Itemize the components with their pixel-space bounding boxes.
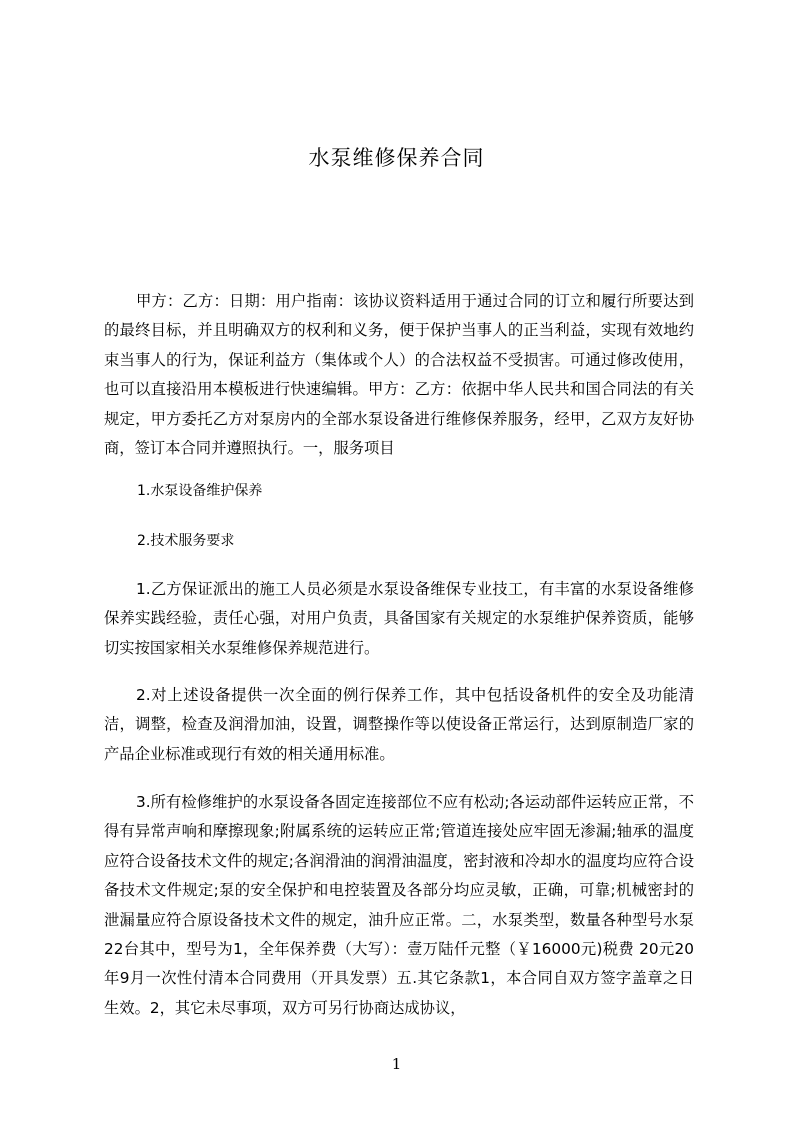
requirement-paragraph-2: 2.对上述设备提供一次全面的例行保养工作，其中包括设备机件的安全及功能清洁，调整，检查及润滑加油，设置，调整操作等以使设备正常运行，达到原制造厂家的产品企业标准或现行有效的相关通用标准。	[104, 686, 694, 763]
intro-paragraph: 甲方：乙方：日期：用户指南：该协议资料适用于通过合同的订立和履行所要达到的最终目标，并且明确双方的权利和义务，便于保护当事人的正当利益，实现有效地约束当事人的行为，保证利益方（集体或个人）的合法权益不受损害。可通过修改使用，也可以直接沿用本模板进行快速编辑。甲方：乙方：依据中华人民共和国合同法的有关规定，甲方委托乙方对泵房内的全部水泵设备进行维修保养服务，经甲，乙双方友好协商，签订本合同并遵照执行。一，服务项目	[104, 292, 694, 458]
service-item-1: 1.水泵设备维护保养	[137, 483, 263, 499]
document-title: 水泵维修保养合同	[308, 146, 485, 170]
requirement-paragraph-3: 3.所有检修维护的水泵设备各固定连接部位不应有松动;各运动部件运转应正常，不得有异常声响和摩擦现象;附属系统的运转应正常;管道连接处应牢固无渗漏;轴承的温度应符合设备技术文件的规定;各润滑油的润滑油温度，密封液和冷却水的温度均应符合设备技术文件规定;泵的安全保护和电控装置及各部分均应灵敏，正确，可靠;机械密封的泄漏量应符合原设备技术文件的规定，油升应正常。二，水泵类型，数量各种型号水泵22台其中，型号为1，全年保养费（大写）：壹万陆仟元整（￥16000元)税费 20元20年9月一次性付清本合同费用（开具发票）五.其它条款1，本合同自双方签字盖章之日生效。2，其它未尽事项，双方可另行协商达成协议，	[104, 793, 694, 1017]
page-number: 1	[391, 1055, 402, 1073]
service-item-2: 2.技术服务要求	[137, 533, 235, 549]
requirement-paragraph-1: 1.乙方保证派出的施工人员必须是水泵设备维保专业技工，有丰富的水泵设备维修保养实践经验，责任心强，对用户负责，具备国家有关规定的水泵维护保养资质，能够切实按国家相关水泵维修保养规范进行。	[104, 580, 694, 657]
